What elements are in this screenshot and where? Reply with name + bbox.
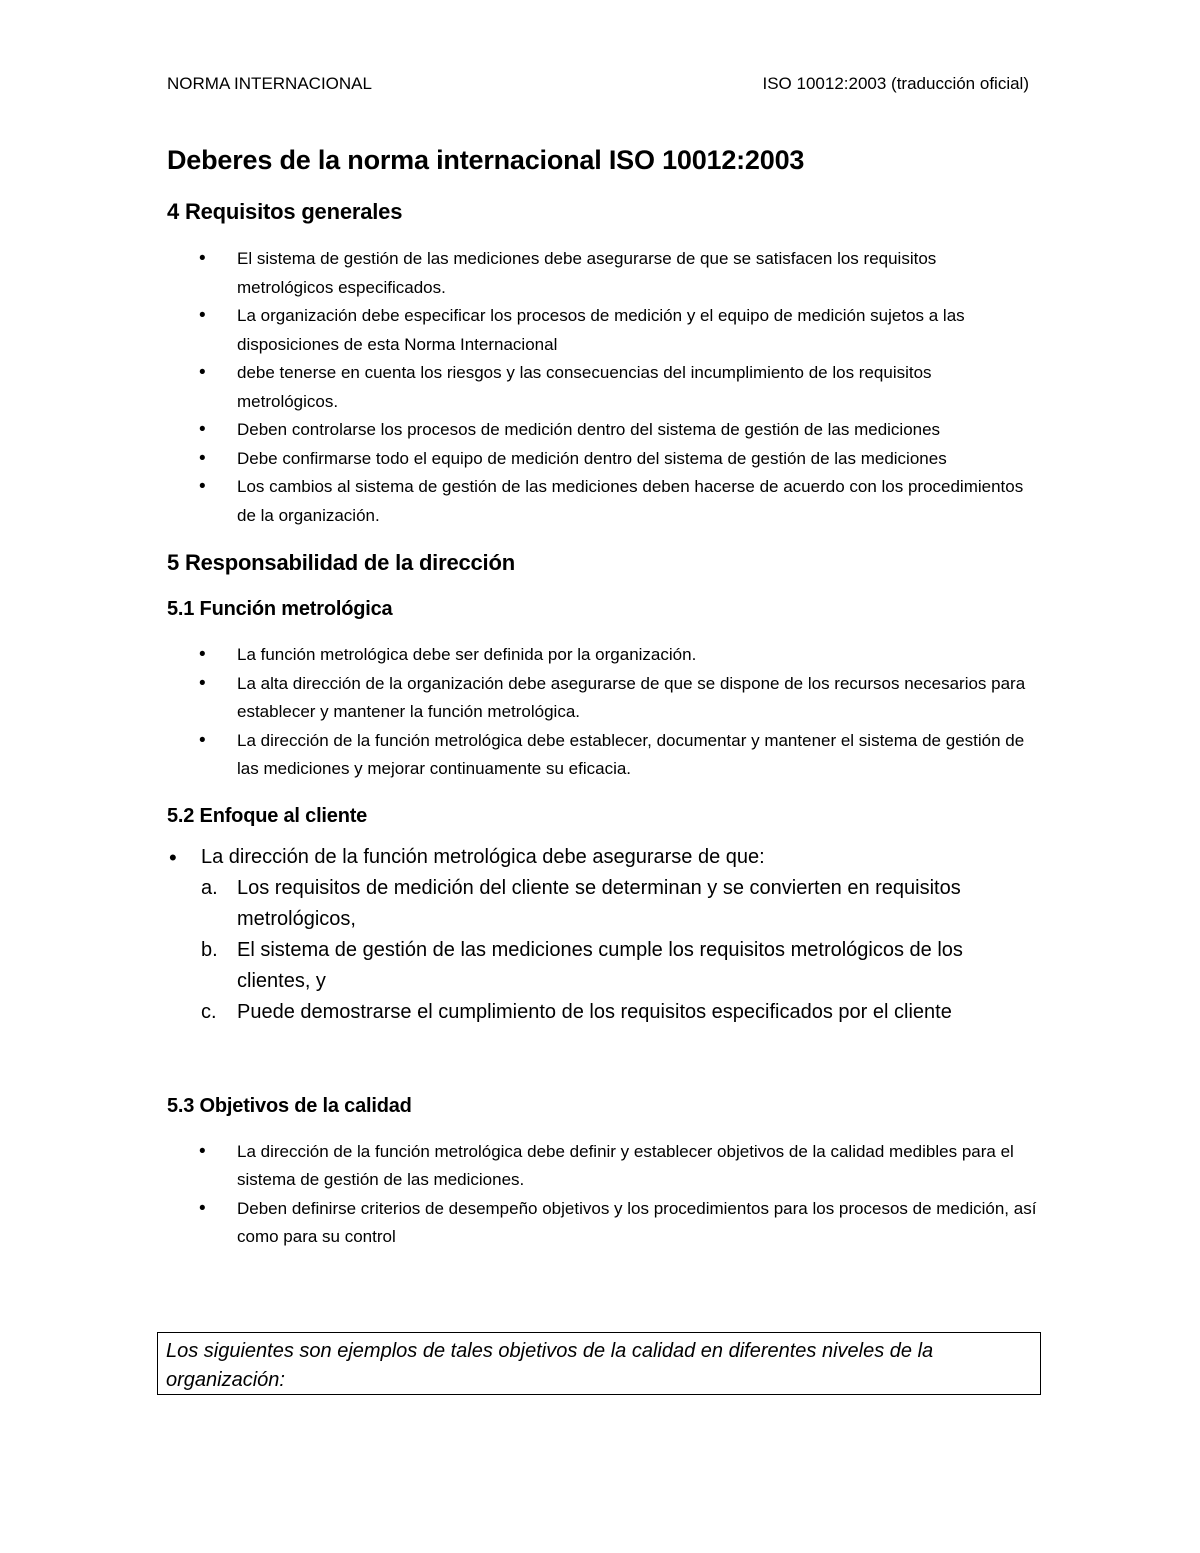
list-item <box>167 997 1027 1028</box>
list-item: • Los cambios al sistema de gestión de las mediciones deben hacerse de acuerdo con los procedimientos de la organización. <box>167 473 1037 530</box>
section-5-2-lead-list <box>167 842 1047 873</box>
list-item: • debe tenerse en cuenta los riesgos y las consecuencias del incumplimiento de los requisitos metrológicos. <box>167 359 1037 416</box>
list-item: • Deben definirse criterios de desempeño objetivos y los procedimientos para los procesos de medición, así como para su control <box>167 1195 1037 1252</box>
list-item: • La función metrológica debe ser definida por la organización. <box>167 641 1037 670</box>
section-5-2-heading: 5.2 Enfoque al cliente <box>167 804 368 827</box>
list-marker: c. <box>201 1000 217 1023</box>
section-5-1-heading: 5.1 Función metrológica <box>167 598 393 620</box>
section-5-1-list <box>167 641 1047 784</box>
list-item: • Deben controlarse los procesos de medición dentro del sistema de gestión de las mediciones <box>167 416 1037 445</box>
example-box: Los siguientes son ejemplos de tales objetivos de la calidad en diferentes niveles de la organización: <box>157 1332 1041 1395</box>
list-item: • La organización debe especificar los procesos de medición y el equipo de medición sujetos a las disposiciones de esta Norma Internacional <box>167 302 1037 359</box>
list-item-text: Los requisitos de medición del cliente se determinan y se convierten en requisitos metrológicos, <box>237 876 961 930</box>
section-4-list <box>167 245 1047 530</box>
list-item <box>167 873 1027 935</box>
list-marker: a. <box>201 876 218 899</box>
list-item: • La dirección de la función metrológica debe definir y establecer objetivos de la calidad medibles para el sistema de gestión de las mediciones. <box>167 1138 1037 1195</box>
document-body <box>167 140 1047 1252</box>
section-5-3-list <box>167 1138 1047 1252</box>
header-left: NORMA INTERNACIONAL <box>167 74 372 93</box>
section-4-heading: 4 Requisitos generales <box>167 199 403 224</box>
section-5-2-sublist <box>167 873 1047 1028</box>
list-item <box>167 935 1027 997</box>
header-right: ISO 10012:2003 (traducción oficial) <box>762 74 1029 93</box>
list-item: • Debe confirmarse todo el equipo de medición dentro del sistema de gestión de las mediciones <box>167 445 1037 474</box>
list-item-text: El sistema de gestión de las mediciones cumple los requisitos metrológicos de los clientes, y <box>237 938 963 992</box>
list-item: • La alta dirección de la organización debe asegurarse de que se dispone de los recursos necesarios para establecer y mantener la función metrológica. <box>167 670 1037 727</box>
list-item: • La dirección de la función metrológica debe asegurarse de que: <box>167 842 1047 873</box>
list-marker: b. <box>201 938 218 961</box>
list-item-text: Puede demostrarse el cumplimiento de los requisitos especificados por el cliente <box>237 1000 952 1023</box>
list-item: • El sistema de gestión de las mediciones debe asegurarse de que se satisfacen los requisitos metrológicos especificados. <box>167 245 1037 302</box>
section-5-heading: 5 Responsabilidad de la dirección <box>167 550 515 575</box>
section-5-3-heading: 5.3 Objetivos de la calidad <box>167 1094 412 1117</box>
list-item: • La dirección de la función metrológica debe establecer, documentar y mantener el sistema de gestión de las mediciones y mejorar continuamente su eficacia. <box>167 727 1037 784</box>
running-header <box>167 72 1029 96</box>
document-title: Deberes de la norma internacional ISO 10012:2003 <box>167 145 805 175</box>
